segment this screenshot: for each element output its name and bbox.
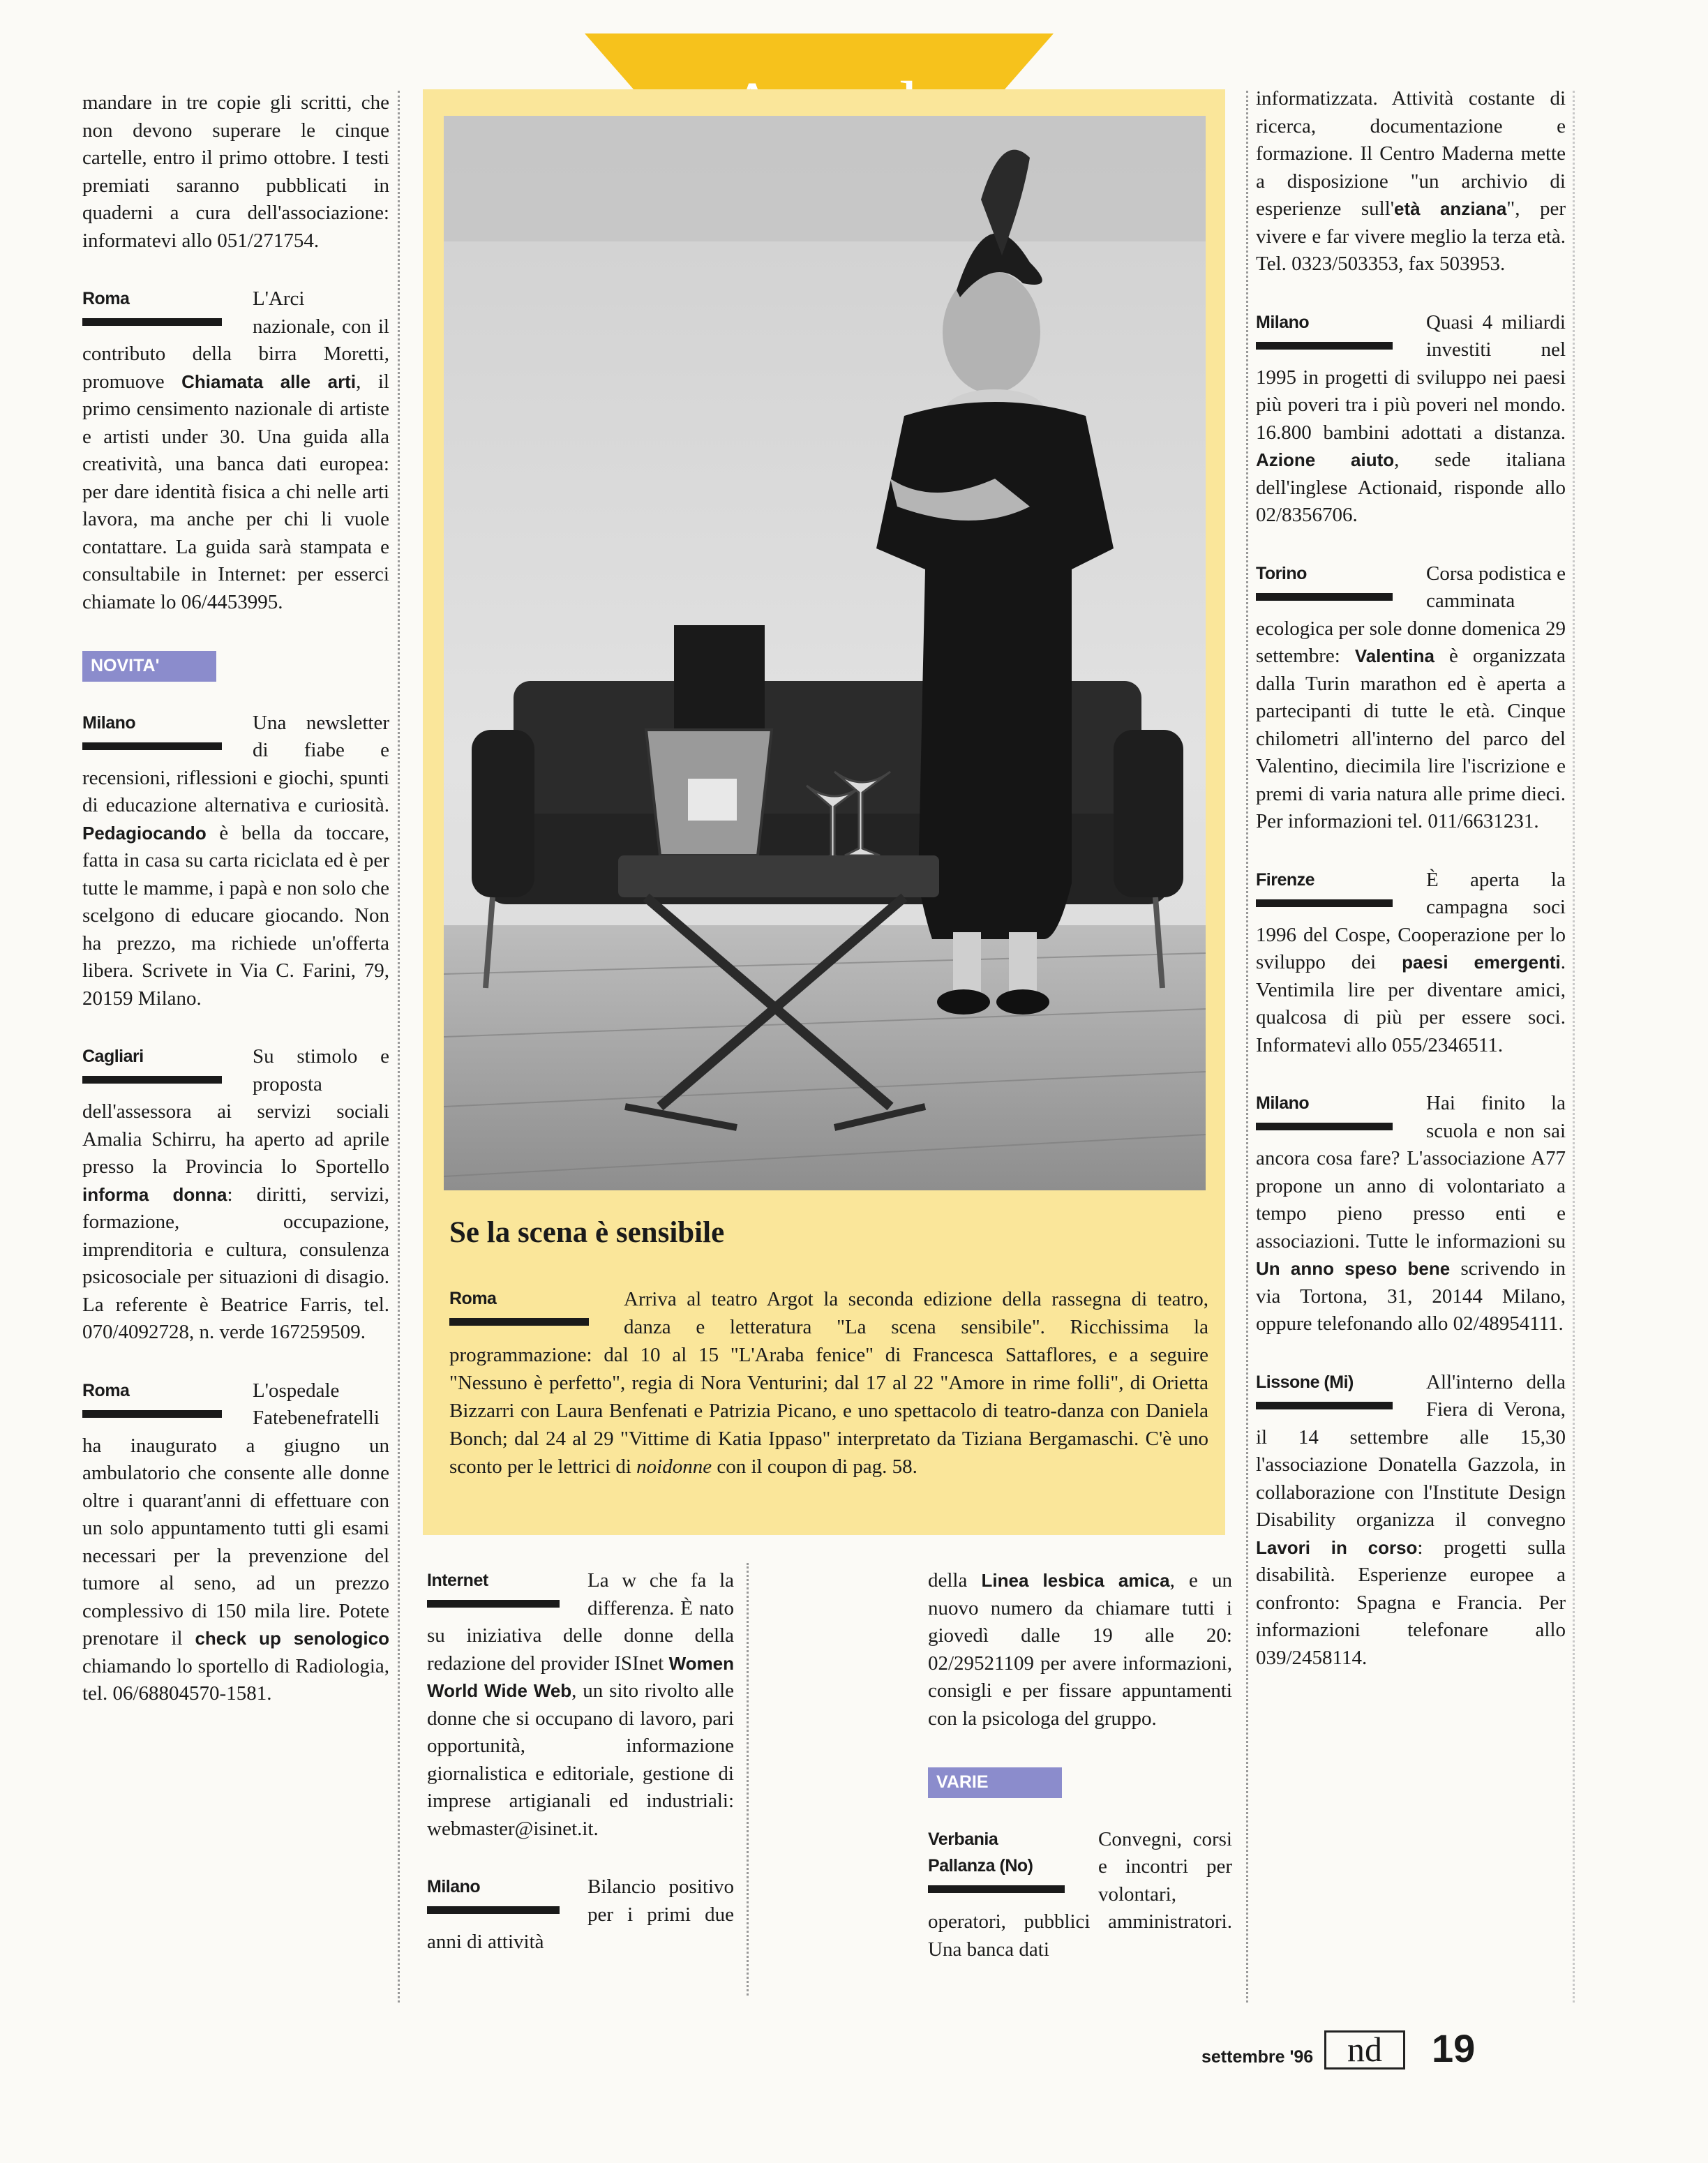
section-tag-novita: NOVITA' [82,651,216,682]
article-cagliari: Cagliari Su stimolo e proposta dell'assessora ai servizi sociali Amalia Schirru, ha aperto ad aprile presso la Provincia lo Sportello informa donna: diritti, servizi, formazione, occupazione, imprenditoria e cultura, consulenza psicosociale per situazioni di disagio. La referente è Beatrice Farris, tel. 070/4092728, n. verde 167259509. [82,1043,389,1347]
article-milano-pedagiocando: Milano Una newsletter di fiabe e recensioni, riflessioni e giochi, spunti di educazione alternativa e curiosità. Pedagiocando è bella da toccare, fatta in casa su carta riciclata ed è per tutte le mamme, i papà e non solo che scelgono di educare giocando. Non ha prezzo, ma richiede un'offerta libera. Scrivete in Via C. Farini, 79, 20159 Milano. [82,710,389,1013]
article-torino: Torino Corsa podistica e camminata ecologica per sole donne domenica 29 settembre: Valentina è organizzata dalla Turin marathon ed è aperta a partecipanti di tutte le età. Cinque chilometri all'interno del parco del Valentino, diecimila lire l'iscrizione e premi di varia natura alle prime dieci. Per informazioni tel. 011/6631231. [1256,560,1566,836]
middle-right-column [928,1567,1232,1994]
right-column [1256,85,1566,1702]
middle-left-column [427,1567,734,1987]
article-roma-arci: Roma L'Arci nazionale, con il contributo della birra Moretti, promuove Chiamata alle arti, il primo censimento nazionale di artiste e artisti under 30. Una guida alla creatività, una banca dati europea: per dare identità fisica a chi nelle arti lavora, ma anche per chi li vuole contattare. La guida sarà stampata e consultabile in Internet: per esserci chiamate lo 06/4453995. [82,285,389,616]
city-label: Milano [1256,1093,1310,1113]
city-label: Internet [427,1571,488,1590]
article-verbania: Verbania Pallanza (No) Convegni, corsi e incontri per volontari, operatori, pubblici amministratori. Una banca dati [928,1826,1232,1964]
article-milano-a77: Milano Hai finito la scuola e non sai ancora cosa fare? L'associazione A77 propone un anno di volontariato a tempo pieno presso enti e associazioni. Tutte le informazioni su Un anno speso bene scrivendo in via Tortona, 31, 20144 Milano, oppure telefonando allo 02/48954111. [1256,1090,1566,1338]
city-label: Roma [82,289,130,308]
city-label: Cagliari [82,1047,144,1066]
page-number: 19 [1432,2026,1476,2070]
city-label: Firenze [1256,869,1315,890]
section-tag-varie: VARIE [928,1767,1062,1798]
magazine-logo: nd [1324,2030,1405,2070]
left-column [82,89,389,1739]
city-label: Lissone (Mi) [1256,1372,1354,1392]
column-divider [398,91,400,2003]
article-lissone: Lissone (Mi) All'interno della Fiera di Verona, il 14 settembre alle 15,30 l'associazione Donatella Gazzola, in collaborazione con l'Institute Design Disability organizza il convegno Lavori in corso: progetti sulla disabilità. Esperienze europee a confronto: Spagna e Francia. Per informazioni telefonare allo 039/2458114. [1256,1369,1566,1672]
footer-date: settembre '96 [1201,2047,1314,2067]
article-linea-lesbica: della Linea lesbica amica, e un nuovo numero da chiamare tutti i giovedì dalle 19 alle 20: 02/29521109 per avere informazioni, consigli e per fissare appuntamenti con la psicologa del gruppo. [928,1569,1233,1730]
city-label-line2: Pallanza (No) [928,1855,1033,1876]
feature-text: Roma Arriva al teatro Argot la seconda edizione della rassegna di teatro, danza e letteratura "La scena sensibile". Ricchissima la programmazione: dal 10 al 15 "L'Araba fenice" di Francesca Sattaflores, e a seguire "Nessuno è perfetto", regia di Nora Venturini; dal 17 al 22 "Amore in rime folli", di Orietta Bizzarri con Laura Benfenati e Patrizia Picano, e uno spettacolo di teatro-danza con Daniela Bonch; dal 24 al 29 "Vittime di Katia Ippaso" interpretato da Tiziana Bergamaschi. C'è uno sconto per le lettrici di noidonne con il coupon di pag. 58. [449,1285,1208,1481]
article-continuation: mandare in tre copie gli scritti, che non devono superare le cinque cartelle, entro il primo ottobre. I testi premiati saranno pubblicati in quaderni a cura dell'associazione: informatevi allo 051/271754. [82,91,389,252]
city-label: Torino [1256,563,1307,583]
article-roma-ospedale: Roma L'ospedale Fatebenefratelli ha inaugurato a giugno un ambulatorio che consente alle donne oltre i quarant'anni di effettuare con un solo appuntamento tutti gli esami necessari per la prevenzione del tumore al seno, ad un prezzo complessivo di 150 mila lire. Potete prenotare il check up senologico chiamando lo sportello di Radiologia, tel. 06/68804570-1581. [82,1377,389,1708]
article-milano-bilancio: Milano Bilancio positivo per i primi due anni di attività [427,1873,734,1956]
city-label: Verbania [928,1829,998,1849]
column-divider [747,1563,749,1996]
city-label: Milano [1256,312,1310,332]
feature-title: Se la scena è sensibile [449,1216,725,1249]
article-firenze: Firenze È aperta la campagna soci 1996 del Cospe, Cooperazione per lo sviluppo dei paesi emergenti. Ventimila lire per diventare amici, qualcosa di più per essere soci. Informatevi allo 055/2346511. [1256,867,1566,1060]
column-divider [1573,91,1575,2003]
article-milano-azione-aiuto: Milano Quasi 4 miliardi investiti nel 1995 in progetti di sviluppo nei paesi più poveri tra i più poveri nel mondo. 16.800 bambini adottati a distanza. Azione aiuto, sede italiana dell'inglese Actionaid, risponde allo 02/8356706. [1256,309,1566,530]
article-maderna: informatizzata. Attività costante di ricerca, documentazione e formazione. Il Centro Maderna mette a disposizione "un archivio di esperienze sull'età anziana", per vivere e far vivere meglio la terza età. Tel. 0323/503353, fax 503953. [1256,87,1566,275]
city-label: Milano [82,712,136,733]
city-label: Roma [82,1380,130,1400]
column-divider [1246,91,1248,2003]
city-label: Milano [427,1877,481,1896]
city-label: Roma [449,1289,497,1308]
feature-photo [444,116,1206,1190]
article-internet: Internet La w che fa la differenza. È nato su iniziativa delle donne della redazione del provider ISInet Women World Wide Web, un sito rivolto alle donne che si occupano di lavoro, pari opportunità, informazione giornalistica e editoriale, gestione di imprese artigianali ed industriali: webmaster@isinet.it. [427,1567,734,1843]
